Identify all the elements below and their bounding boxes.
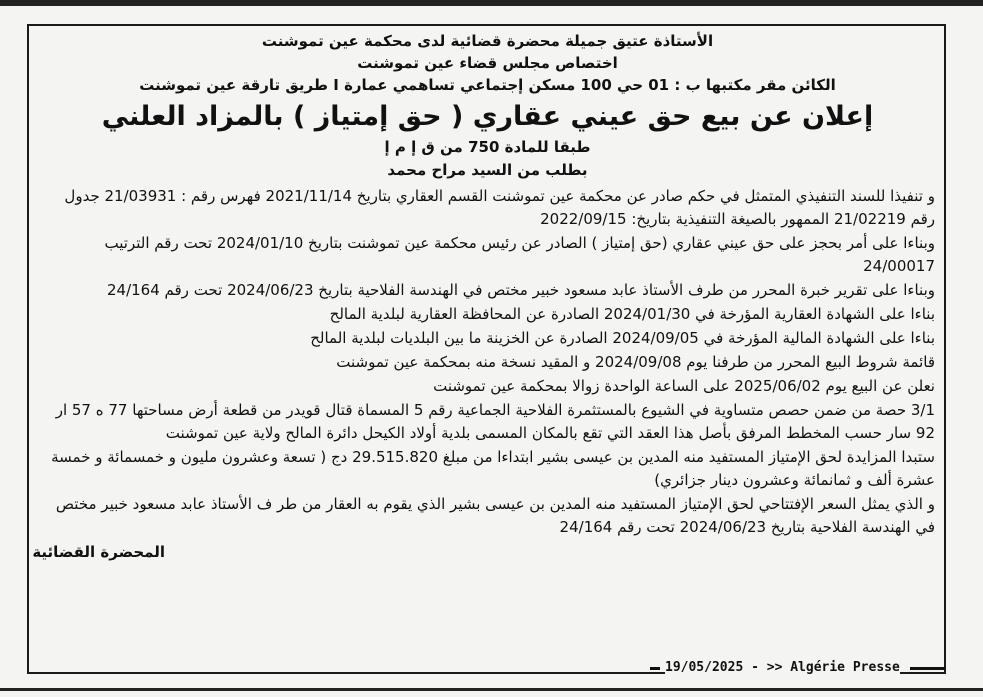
footer-rule-right	[910, 667, 945, 670]
bottom-border-line	[0, 688, 983, 691]
top-border-line	[0, 0, 983, 6]
requester: بطلب من السيد مراح محمد	[387, 161, 588, 179]
paragraph-starting-price: ستبدا المزايدة لحق الإمتياز المستفيد منه المدين بن عيسى بشير ابتداءا من مبلغ 29.515.820 دج ( تسعة وعشرون مليون و خمسمائة و خمسة عشرة ألف و ثمانمائة وعشرون دينار جزائري)	[51, 448, 935, 489]
signature: المحضرة القضائية	[32, 543, 165, 561]
announcement-title: إعلان عن بيع حق عيني عقاري ( حق إمتياز ) بالمزاد العلني	[101, 101, 874, 132]
paragraph-property-description: 3/1 حصة من ضمن حصص متساوية في الشيوع بالمستثمرة الفلاحية الجماعية رقم 5 المسماة قتال قويدر من قطعة أرض مساحتها 77 ه 57 ار 92 سار حسب المخطط المرفق بأصل هذا العقد التي تقع بالمكان المسمى بلدية أولاد الكيحل دائرة المالح ولاية عين تموشنت	[55, 401, 935, 442]
announcement-body	[40, 185, 935, 539]
bailiff-name: الأستاذة عتيق جميلة محضرة قضائية لدى محكمة عين تموشنت	[261, 32, 714, 50]
office-address: الكائن مقر مكتبها ب : 01 حي 100 مسكن إجتماعي تساهمي عمارة I طريق تارقة عين تموشنت	[139, 76, 836, 94]
paragraph-sale-date: نعلن عن البيع يوم 2025/06/02 على الساعة الواحدة زوالا بمحكمة عين تموشنت	[433, 377, 935, 395]
footer	[0, 658, 941, 678]
paragraph-sale-conditions: قائمة شروط البيع المحرر من طرفنا يوم 2024/09/08 و المقيد نسخة منه بمحكمة عين تموشنت	[336, 353, 935, 371]
footer-rule-left	[650, 667, 660, 670]
paragraph-enforcement: و تنفيذا للسند التنفيذي المتمثل في حكم صادر عن محكمة عين تموشنت القسم العقاري بتاريخ 2021/11/14 فهرس رقم : 21/03931 جدول رقم 21/02219 الممهور بالصيغة التنفيذية بتاريخ: 2022/09/15	[64, 187, 935, 228]
paragraph-opening-price: و الذي يمثل السعر الإفتتاحي لحق الإمتياز المستفيد منه المدين بن عيسى بشير الذي يقوم به العقار من طر ف الأستاذ عابد مسعود خبير مختص في الهندسة الفلاحية بتاريخ 2024/06/23 تحت رقم 24/164	[55, 495, 935, 536]
legal-basis: طبقا للمادة 750 من ق إ م إ	[384, 138, 591, 156]
paragraph-financial-certificate: بناءا على الشهادة المالية المؤرخة في 2024/09/05 الصادرة عن الخزينة ما بين البلديات لبلدية المالح	[310, 329, 935, 347]
paragraph-expert-report: وبناءا على تقرير خبرة المحرر من طرف الأستاذ عابد مسعود خبير مختص في الهندسة الفلاحية بتاريخ 2024/06/23 تحت رقم 24/164	[106, 281, 935, 299]
announcement-content	[32, 30, 935, 563]
jurisdiction: اختصاص مجلس قضاء عين تموشنت	[357, 54, 618, 72]
publication-credit: 19/05/2025 - >> Algérie Presse	[665, 658, 900, 678]
paragraph-seizure-order: وبناءا على أمر بحجز على حق عيني عقاري (حق إمتياز ) الصادر عن رئيس محكمة عين تموشنت بتاريخ 2024/01/10 تحت رقم الترتيب 24/00017	[104, 234, 935, 275]
paragraph-land-certificate: بناءا على الشهادة العقارية المؤرخة في 2024/01/30 الصادرة عن المحافظة العقارية لبلدية المالح	[329, 305, 935, 323]
